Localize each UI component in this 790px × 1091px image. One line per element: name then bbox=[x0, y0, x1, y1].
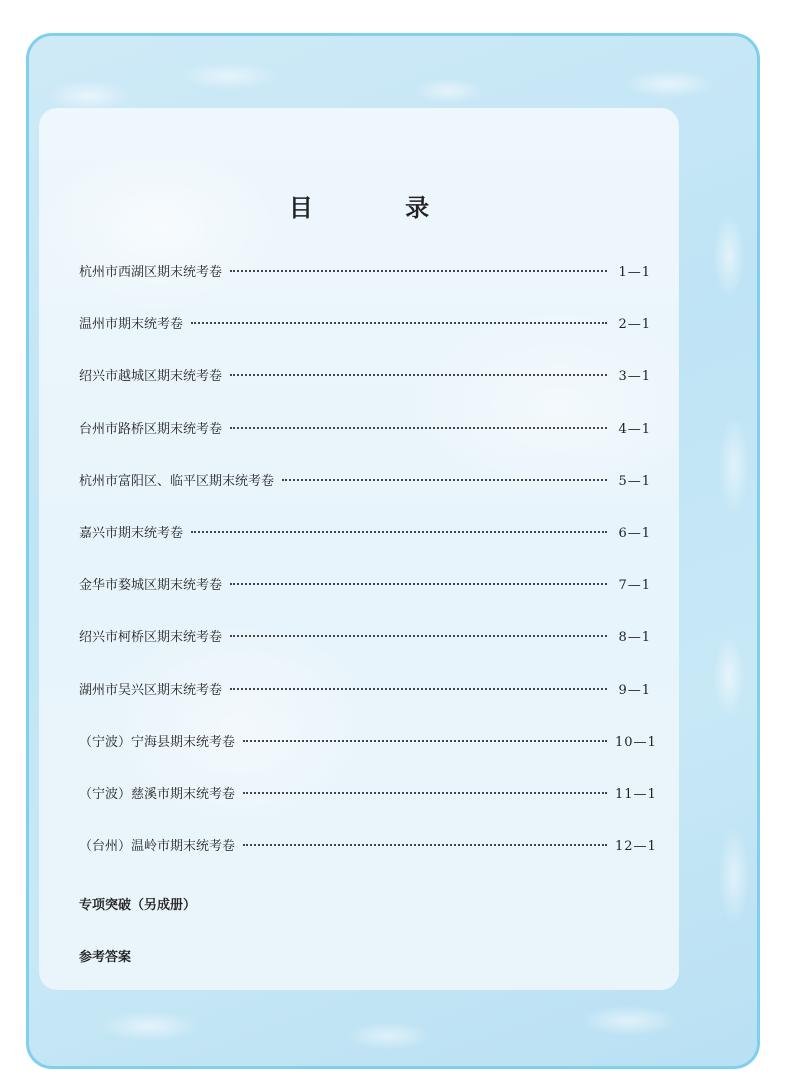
dot-leader bbox=[243, 740, 607, 742]
toc-entry-page: 6—1 bbox=[618, 525, 651, 541]
dot-leader bbox=[230, 374, 607, 376]
toc-entry-title: 杭州市西湖区期末统考卷 bbox=[79, 265, 223, 280]
toc-entry-title: 杭州市富阳区、临平区期末统考卷 bbox=[79, 473, 275, 489]
book-page-frame bbox=[26, 33, 760, 1069]
toc-entry-title: （台州）温岭市期末统考卷 bbox=[79, 839, 236, 855]
toc-entry-title: （宁波）慈溪市期末统考卷 bbox=[79, 786, 236, 802]
toc-entry-page: 11—1 bbox=[615, 786, 657, 802]
toc-entry[interactable] bbox=[79, 522, 651, 574]
special-section-heading[interactable]: 专项突破（另成册） bbox=[79, 898, 197, 913]
toc-entry[interactable] bbox=[79, 365, 651, 417]
toc-entry[interactable] bbox=[79, 261, 651, 313]
toc-entry[interactable] bbox=[79, 783, 657, 835]
toc-entry-page: 8—1 bbox=[618, 630, 651, 646]
toc-entry-title: （宁波）宁海县期末统考卷 bbox=[79, 734, 236, 750]
table-of-contents bbox=[79, 261, 657, 887]
toc-entry-page: 1—1 bbox=[618, 265, 651, 280]
toc-entry-page: 4—1 bbox=[618, 421, 651, 437]
toc-entry[interactable] bbox=[79, 731, 657, 783]
dot-leader bbox=[282, 479, 607, 481]
toc-entry-title: 金华市婺城区期末统考卷 bbox=[79, 578, 223, 594]
toc-entry-title: 绍兴市越城区期末统考卷 bbox=[79, 369, 223, 385]
dot-leader bbox=[243, 844, 607, 846]
toc-entry[interactable] bbox=[79, 626, 651, 678]
toc-entry-page: 2—1 bbox=[618, 317, 651, 333]
toc-entry-page: 5—1 bbox=[618, 473, 651, 489]
dot-leader bbox=[230, 270, 607, 272]
toc-entry-page: 9—1 bbox=[618, 682, 651, 698]
dot-leader bbox=[191, 531, 607, 533]
toc-entry-page: 3—1 bbox=[618, 369, 651, 385]
toc-entry-title: 温州市期末统考卷 bbox=[79, 317, 184, 333]
toc-entry[interactable] bbox=[79, 470, 651, 522]
dot-leader bbox=[243, 792, 607, 794]
toc-entry[interactable] bbox=[79, 835, 657, 887]
dot-leader bbox=[230, 583, 607, 585]
contents-page bbox=[39, 108, 679, 990]
toc-entry[interactable] bbox=[79, 574, 651, 626]
toc-entry-title: 绍兴市柯桥区期末统考卷 bbox=[79, 630, 223, 646]
toc-entry[interactable] bbox=[79, 418, 651, 470]
toc-entry-page: 10—1 bbox=[615, 734, 657, 750]
toc-entry-page: 12—1 bbox=[615, 839, 657, 855]
toc-entry[interactable] bbox=[79, 679, 651, 731]
toc-entry-title: 嘉兴市期末统考卷 bbox=[79, 525, 184, 541]
answers-section-heading[interactable]: 参考答案 bbox=[79, 950, 132, 965]
dot-leader bbox=[230, 688, 607, 690]
dot-leader bbox=[191, 322, 607, 324]
dot-leader bbox=[230, 427, 607, 429]
toc-entry-title: 台州市路桥区期末统考卷 bbox=[79, 421, 223, 437]
dot-leader bbox=[230, 635, 607, 637]
toc-entry-page: 7—1 bbox=[618, 578, 651, 594]
page-title: 目 录 bbox=[288, 193, 472, 222]
toc-entry-title: 湖州市吴兴区期末统考卷 bbox=[79, 682, 223, 698]
toc-entry[interactable] bbox=[79, 313, 651, 365]
